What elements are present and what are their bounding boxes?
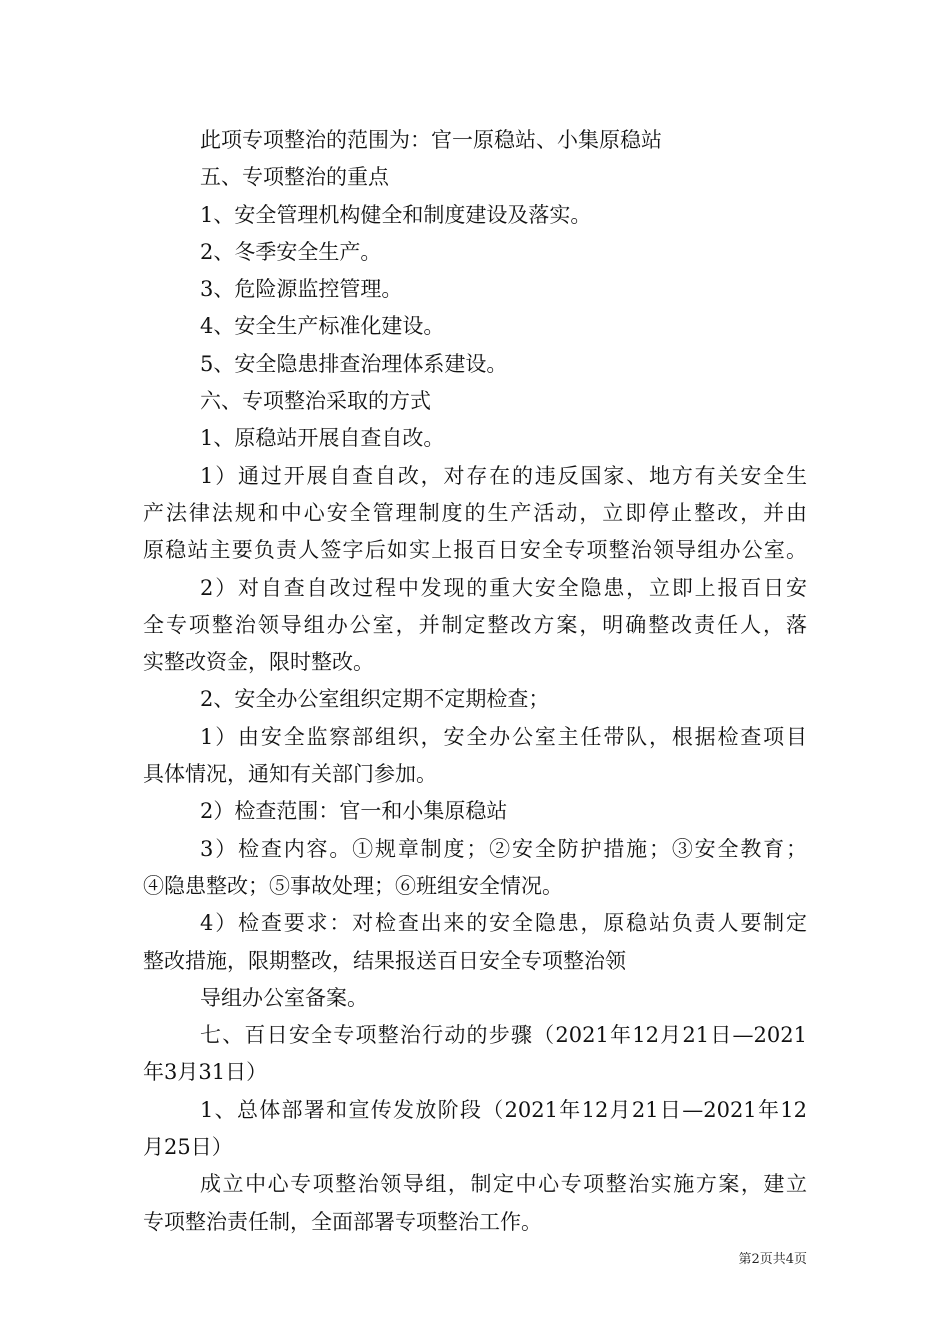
document-line: ④隐患整改；⑤事故处理；⑥班组安全情况。 (143, 873, 563, 898)
document-line: 1、安全管理机构健全和制度建设及落实。 (200, 202, 592, 227)
document-line: 1、原稳站开展自查自改。 (200, 426, 445, 451)
document-line: 实整改资金，限时整改。 (143, 650, 374, 675)
document-line: 3）检查内容。①规章制度；②安全防护措施；③安全教育； (200, 836, 807, 861)
document-line: 4、安全生产标准化建设。 (200, 314, 445, 339)
document-line: 2、冬季安全生产。 (200, 239, 382, 264)
document-line: 全专项整治领导组办公室，并制定整改方案，明确整改责任人，落 (143, 612, 807, 637)
document-line: 2）对自查自改过程中发现的重大安全隐患，立即上报百日安 (200, 575, 807, 600)
document-line: 5、安全隐患排查治理体系建设。 (200, 351, 508, 376)
document-line: 成立中心专项整治领导组，制定中心专项整治实施方案，建立 (200, 1172, 807, 1197)
document-line: 3、危险源监控管理。 (200, 277, 403, 302)
document-line: 1、总体部署和宣传发放阶段（2021年12月21日—2021年12 (200, 1097, 807, 1122)
document-line: 2）检查范围：官一和小集原稳站 (200, 799, 508, 824)
document-line: 产法律法规和中心安全管理制度的生产活动，立即停止整改，并由 (143, 500, 807, 525)
document-line: 年3月31日） (143, 1060, 268, 1085)
document-line: 2、安全办公室组织定期不定期检查； (200, 687, 550, 712)
document-line: 整改措施，限期整改，结果报送百日安全专项整治领 (143, 948, 626, 973)
document-line: 4）检查要求：对检查出来的安全隐患，原稳站负责人要制定 (200, 911, 807, 936)
document-line: 月25日） (143, 1135, 233, 1160)
page-number: 第2页共4页 (738, 1252, 807, 1267)
document-line: 1）由安全监察部组织，安全办公室主任带队，根据检查项目 (200, 724, 807, 749)
document-line: 六、专项整治采取的方式 (200, 389, 431, 414)
document-line: 1）通过开展自查自改，对存在的违反国家、地方有关安全生 (200, 463, 807, 488)
document-line: 原稳站主要负责人签字后如实上报百日安全专项整治领导组办公室。 (143, 538, 807, 563)
document-line: 五、专项整治的重点 (200, 165, 389, 190)
document-line: 具体情况，通知有关部门参加。 (143, 762, 437, 787)
document-line: 七、百日安全专项整治行动的步骤（2021年12月21日—2021 (200, 1023, 807, 1048)
document-line: 专项整治责任制，全面部署专项整治工作。 (143, 1209, 542, 1234)
document-body (143, 122, 807, 1241)
document-line: 导组办公室备案。 (200, 985, 368, 1010)
document-line: 此项专项整治的范围为：官一原稳站、小集原稳站 (200, 128, 662, 152)
